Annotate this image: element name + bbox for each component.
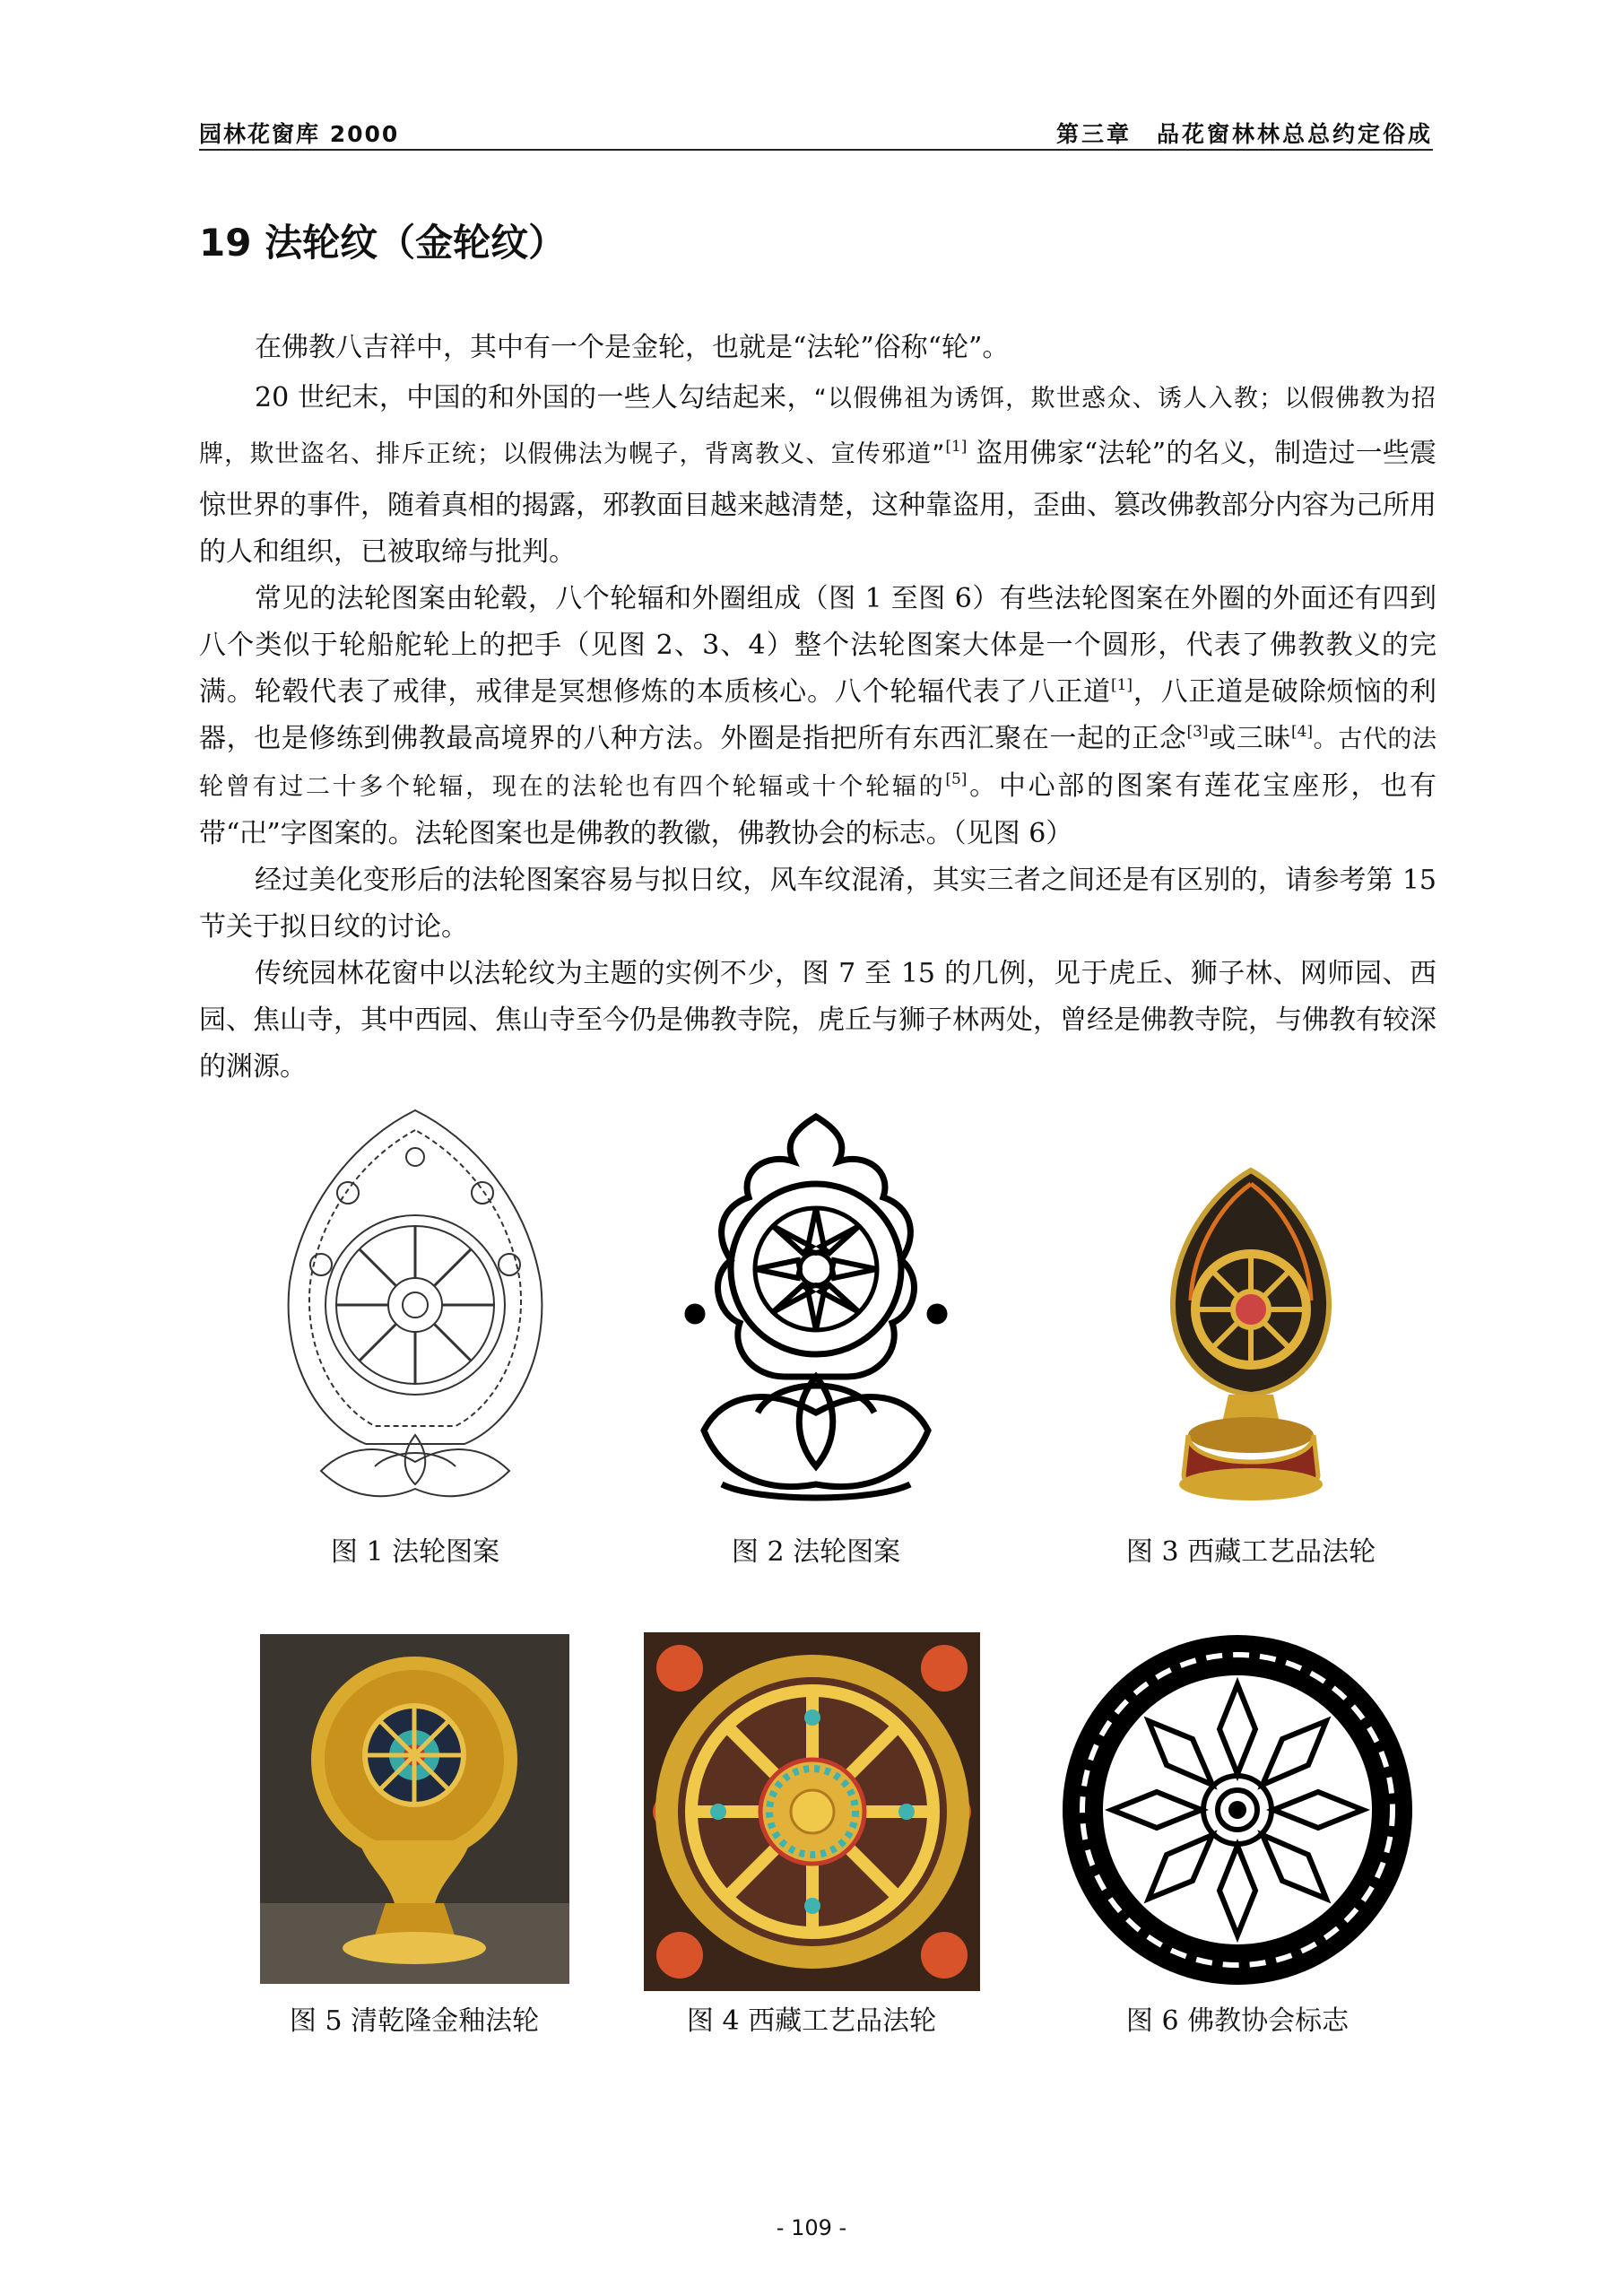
figure-2-caption: 图 2 法轮图案 xyxy=(731,1536,901,1568)
page-number: - 109 - xyxy=(776,2215,847,2240)
figure-1-caption: 图 1 法轮图案 xyxy=(330,1536,500,1568)
footnote-ref: [1] xyxy=(1110,676,1133,694)
paragraph-1: 在佛教八吉祥中，其中有一个是金轮，也就是“法轮”俗称“轮”。 xyxy=(255,332,1010,363)
header-chapter-title: 第三章 品花窗林林总总约定俗成 xyxy=(1055,121,1433,147)
figure-4-caption: 图 4 西藏工艺品法轮 xyxy=(686,2005,937,2037)
footnote-ref: [1] xyxy=(945,438,968,456)
quote-text: “以假佛祖为诱饵，欺世惑众、诱人入教；以假佛教为招牌，欺世盗名、排斥正统；以假佛法为幌子，背离教义、宣传邪道” xyxy=(199,385,1436,468)
paragraph-5: 传统园林花窗中以法轮纹为主题的实例不少，图 7 至 15 的几例，见于虎丘、狮子林、网师园、西园、焦山寺，其中西园、焦山寺至今仍是佛教寺院，虎丘与狮子林两处，曾经是佛教寺院，与佛教有较深的渊源。 xyxy=(199,958,1436,1083)
figure-6-caption: 图 6 佛教协会标志 xyxy=(1125,2005,1350,2037)
body-text xyxy=(199,325,1436,1091)
paragraph-3: 常见的法轮图案由轮毂，八个轮辐和外圈组成（图 1 至图 6）有些法轮图案在外圈的外面还有四到八个类似于轮船舵轮上的把手（见图 2、3、4）整个法轮图案大体是一个圆形，代表了佛教教义的完满。轮毂代表了戒律，戒律是冥想修炼的本质核心。八个轮辐代表了八正道[1]，八正道是破除烦恼的利器，也是修练到佛教最高境界的八种方法。外圈是指把所有东西汇聚在一起的正念[3]或三昧[4]。古代的法轮曾有过二十多个轮辐，现在的法轮也有四个轮辐或十个轮辐的[5]。中心部的图案有莲花宝座形，也有带“卍”字图案的。法轮图案也是佛教的教徽，佛教协会的标志。（见图 6） xyxy=(199,583,1437,849)
header-book-title: 园林花窗库 2000 xyxy=(199,121,400,147)
figure-4-tibetan-dharma-wheel-photo xyxy=(644,1632,980,1991)
footnote-ref: [4] xyxy=(1290,723,1314,741)
figure-1-dharma-wheel-drawing xyxy=(267,1103,563,1516)
figure-3-tibetan-dharma-wheel-photo xyxy=(1157,1166,1345,1507)
figure-2-dharma-wheel-drawing xyxy=(668,1108,964,1511)
figure-5-qianlong-dharma-wheel-photo xyxy=(260,1634,569,1984)
figure-5-caption: 图 5 清乾隆金釉法轮 xyxy=(289,2005,540,2037)
running-header xyxy=(199,117,1433,151)
figure-6-buddhist-association-emblem xyxy=(1058,1631,1417,1989)
footnote-ref: [3] xyxy=(1186,723,1209,741)
paragraph-4: 经过美化变形后的法轮图案容易与拟日纹，风车纹混淆，其实三者之间还是有区别的，请参考第 15 节关于拟日纹的讨论。 xyxy=(199,865,1436,943)
paragraph-2: 20 世纪末，中国的和外国的一些人勾结起来，“以假佛祖为诱饵，欺世惑众、诱人入教；以假佛教为招牌，欺世盗名、排斥正统；以假佛法为幌子，背离教义、宣传邪道”[1] 盗用佛家“法轮”的名义，制造过一些震惊世界的事件，随着真相的揭露，邪教面目越来越清楚，这种靠盗用，歪曲、篡改佛教部分内容为己所用的人和组织，已被取缔与批判。 xyxy=(199,382,1436,568)
footnote-ref: [5] xyxy=(945,770,968,788)
section-title: 19 法轮纹（金轮纹） xyxy=(199,221,567,265)
figure-3-caption: 图 3 西藏工艺品法轮 xyxy=(1125,1536,1376,1568)
